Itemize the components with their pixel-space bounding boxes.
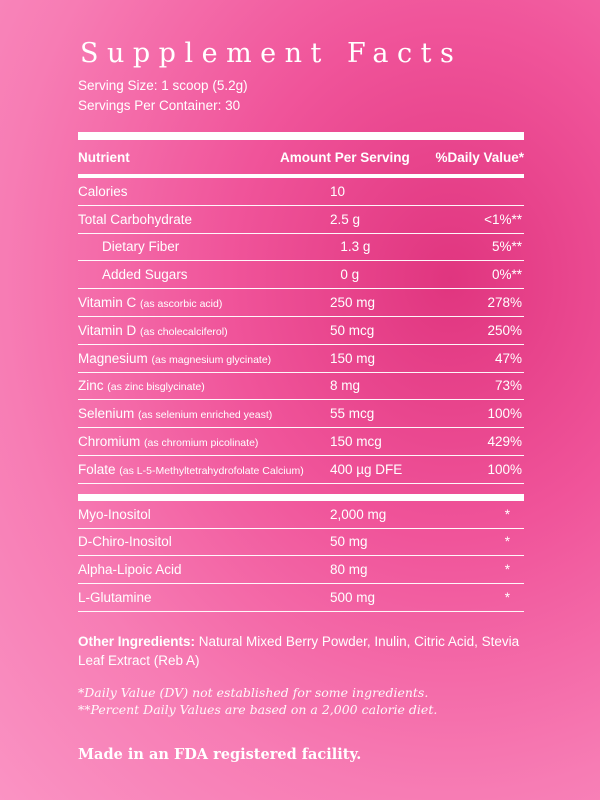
nutrient-label: Dietary Fiber <box>102 239 180 255</box>
table-header <box>78 140 524 174</box>
nutrient-name <box>78 351 330 366</box>
nutrient-amount: 50 mcg <box>330 322 375 338</box>
header-amount: Amount Per Serving <box>280 149 410 165</box>
other-ingredients-table <box>78 501 524 612</box>
ingredient-amount: 2,000 mg <box>330 506 387 522</box>
nutrient-name <box>78 239 340 254</box>
nutrient-name <box>78 267 340 282</box>
nutrient-label: Folate <box>78 461 116 477</box>
nutrient-table <box>78 178 524 484</box>
section-divider <box>78 494 524 501</box>
nutrient-qualifier: (as L-5-Methyltetrahydrofolate Calcium) <box>119 464 304 477</box>
other-ingredients-text: Natural Mixed Berry Powder, Inulin, Citric Acid, Stevia Leaf Extract (Reb A) <box>78 633 520 668</box>
supplement-facts-panel <box>78 28 524 763</box>
table-row <box>78 373 524 401</box>
nutrient-amount: 10 <box>330 183 346 199</box>
nutrient-amount: 150 mcg <box>330 434 382 450</box>
nutrient-qualifier: (as zinc bisglycinate) <box>107 381 205 394</box>
table-row <box>78 234 524 262</box>
nutrient-daily-value: 250% <box>487 322 522 338</box>
serving-info <box>78 76 524 116</box>
nutrient-amount: 150 mg <box>330 350 376 366</box>
ingredient-name: Alpha-Lipoic Acid <box>78 562 182 578</box>
made-in-statement: Made in an FDA registered facility. <box>78 745 362 763</box>
ingredient-name: Myo-Inositol <box>78 506 151 522</box>
footnotes <box>78 684 524 718</box>
table-row <box>78 456 524 484</box>
ingredient-daily-value: * <box>504 562 510 578</box>
table-row <box>78 178 524 206</box>
ingredient-name: L-Glutamine <box>78 590 152 606</box>
table-row <box>78 529 524 557</box>
nutrient-daily-value: 278% <box>487 295 522 311</box>
nutrient-daily-value: 0%** <box>491 267 522 283</box>
ingredient-amount: 80 mg <box>330 562 368 578</box>
nutrient-amount: 1.3 g <box>340 239 371 255</box>
table-row <box>78 556 524 584</box>
ingredient-amount: 50 mg <box>330 534 368 550</box>
other-ingredients-label: Other Ingredients: <box>78 633 196 649</box>
ingredient-daily-value: * <box>504 534 510 550</box>
table-row <box>78 317 524 345</box>
nutrient-label: Chromium <box>78 434 141 450</box>
nutrient-name <box>78 462 330 477</box>
nutrient-amount: 2.5 g <box>330 211 361 227</box>
nutrient-amount: 250 mg <box>330 295 376 311</box>
nutrient-name <box>78 434 330 449</box>
nutrient-amount: 400 µg DFE <box>330 461 403 477</box>
nutrient-daily-value: 100% <box>487 406 522 422</box>
nutrient-label: Total Carbohydrate <box>78 211 193 227</box>
nutrient-label: Selenium <box>78 406 135 422</box>
nutrient-label: Magnesium <box>78 350 148 366</box>
nutrient-name <box>78 212 330 227</box>
nutrient-qualifier: (as magnesium glycinate) <box>151 353 272 366</box>
nutrient-label: Calories <box>78 183 128 199</box>
table-row <box>78 501 524 529</box>
nutrient-name <box>78 295 330 310</box>
footnote-calorie: **Percent Daily Values are based on a 2,000 calorie diet. <box>78 701 438 717</box>
footnote-dv: *Daily Value (DV) not established for some ingredients. <box>78 684 429 700</box>
nutrient-qualifier: (as selenium enriched yeast) <box>138 409 273 422</box>
table-row <box>78 584 524 612</box>
table-row <box>78 289 524 317</box>
serving-size: Serving Size: 1 scoop (5.2g) <box>78 78 248 93</box>
ingredient-daily-value: * <box>504 506 510 522</box>
table-row <box>78 400 524 428</box>
table-row <box>78 206 524 234</box>
ingredient-daily-value: * <box>504 590 510 606</box>
table-row <box>78 428 524 456</box>
nutrient-amount: 8 mg <box>330 378 361 394</box>
nutrient-daily-value: 73% <box>494 378 522 394</box>
nutrient-name <box>78 184 330 199</box>
nutrient-label: Vitamin C <box>78 295 137 311</box>
nutrient-amount: 55 mcg <box>330 406 375 422</box>
nutrient-daily-value: <1%** <box>484 211 522 227</box>
nutrient-label: Vitamin D <box>78 322 137 338</box>
nutrient-qualifier: (as cholecalciferol) <box>140 325 228 338</box>
table-row <box>78 261 524 289</box>
table-row <box>78 345 524 373</box>
header-nutrient: Nutrient <box>78 149 130 165</box>
thick-divider <box>78 132 524 140</box>
nutrient-amount: 0 g <box>340 267 360 283</box>
nutrient-qualifier: (as ascorbic acid) <box>140 298 223 311</box>
ingredient-amount: 500 mg <box>330 590 376 606</box>
nutrient-daily-value: 5%** <box>491 239 522 255</box>
nutrient-label: Added Sugars <box>102 267 188 283</box>
panel-title: Supplement Facts <box>80 38 463 69</box>
nutrient-name <box>78 378 330 393</box>
nutrient-name <box>78 323 330 338</box>
nutrient-daily-value: 47% <box>494 350 522 366</box>
other-ingredients <box>78 632 524 670</box>
nutrient-daily-value: 429% <box>487 434 522 450</box>
servings-per-container: Servings Per Container: 30 <box>78 98 241 113</box>
nutrient-label: Zinc <box>78 378 104 394</box>
ingredient-name: D-Chiro-Inositol <box>78 534 172 550</box>
header-daily-value: %Daily Value* <box>435 149 524 165</box>
nutrient-qualifier: (as chromium picolinate) <box>144 437 259 450</box>
nutrient-name <box>78 406 330 421</box>
nutrient-daily-value: 100% <box>487 461 522 477</box>
